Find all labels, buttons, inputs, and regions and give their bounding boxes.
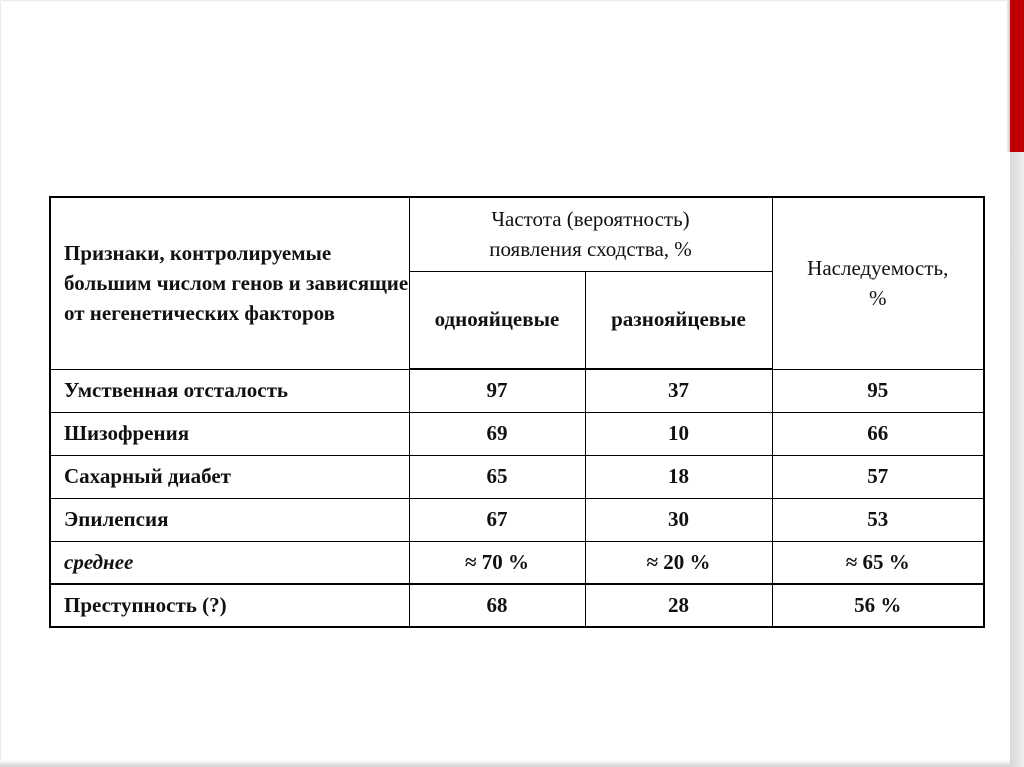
table-header-row [50,197,984,271]
slide-top-shadow [0,0,1010,2]
header-heritability-line1: Наследуемость, [807,256,949,281]
header-fraternal: разнояйцевые [585,271,772,369]
header-traits-label: Признаки, контролируемые большим числом генов и зависящие от негенетических факторов [64,241,409,326]
cell-identical: 67 [409,498,585,541]
cell-fraternal: 37 [585,369,772,412]
cell-heritability: 66 [772,412,984,455]
row-trait-average: среднее [50,541,409,584]
table-row [50,498,984,541]
cell-heritability-average: ≈ 65 % [772,541,984,584]
row-trait: Умственная отсталость [50,369,409,412]
cell-identical: 69 [409,412,585,455]
cell-fraternal-average: ≈ 20 % [585,541,772,584]
cell-fraternal: 10 [585,412,772,455]
header-heritability-line2: % [869,286,887,311]
twin-heritability-table [49,196,985,628]
cell-heritability: 95 [772,369,984,412]
table-row [50,369,984,412]
row-trait: Шизофрения [50,412,409,455]
accent-bar [1010,0,1024,152]
table-row-average [50,541,984,584]
cell-identical: 65 [409,455,585,498]
cell-identical-average: ≈ 70 % [409,541,585,584]
row-trait: Эпилепсия [50,498,409,541]
table-row [50,584,984,627]
row-trait: Сахарный диабет [50,455,409,498]
cell-heritability: 56 % [772,584,984,627]
header-heritability [772,197,984,369]
cell-heritability: 53 [772,498,984,541]
row-trait: Преступность (?) [50,584,409,627]
cell-identical: 97 [409,369,585,412]
slide-bottom-shadow [0,760,1010,767]
header-frequency-line1: Частота (вероятность) [491,207,690,232]
cell-fraternal: 18 [585,455,772,498]
cell-identical: 68 [409,584,585,627]
slide-left-shadow [0,0,2,767]
cell-fraternal: 30 [585,498,772,541]
cell-heritability: 57 [772,455,984,498]
header-frequency [409,197,772,271]
cell-fraternal: 28 [585,584,772,627]
header-frequency-line2: появления сходства, % [489,237,692,262]
table-row [50,455,984,498]
table-row [50,412,984,455]
header-identical: однояйцевые [409,271,585,369]
header-traits [50,197,409,369]
